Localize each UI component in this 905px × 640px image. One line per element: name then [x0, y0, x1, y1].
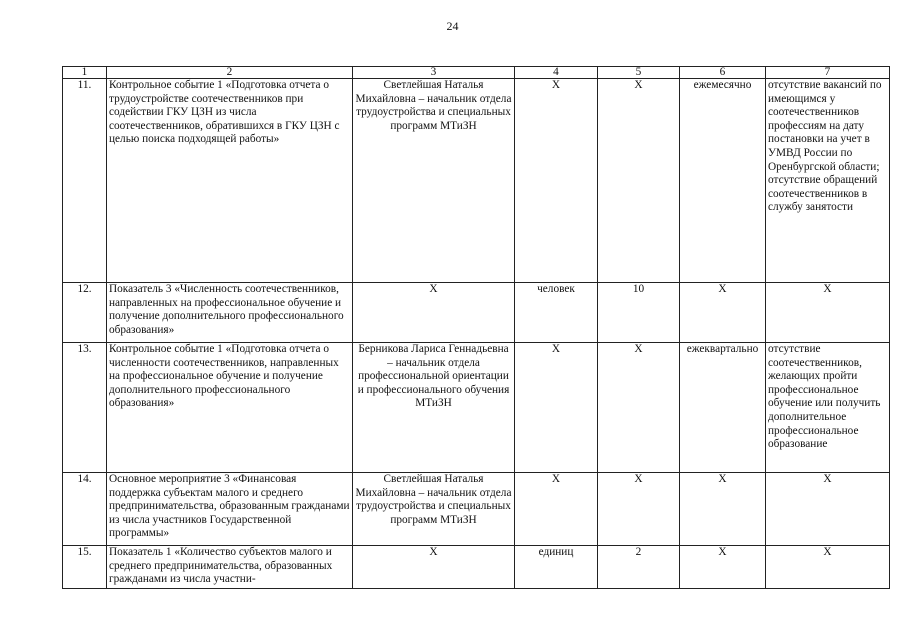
period-cell: Х — [680, 546, 766, 589]
risks-cell: отсутствие вакансий по имеющимся у соотечественников профессиям на дату постановки на учет в УМВД России по Оренбургской области; отсутствие обращений соотечественников в службу занятости — [766, 79, 890, 283]
risks-cell: Х — [766, 546, 890, 589]
risks-cell: отсутствие соотечественников, желающих пройти профессиональное обучение или получить дополнительное профессиональное образование — [766, 343, 890, 473]
risks-cell: Х — [766, 283, 890, 343]
period-cell: Х — [680, 283, 766, 343]
row-number: 15. — [63, 546, 107, 589]
activity-name: Показатель 1 «Количество субъектов малого и среднего предпринимательства, образованных гражданами из числа участни- — [107, 546, 353, 589]
responsible-person: Х — [353, 283, 515, 343]
unit-cell: Х — [515, 473, 598, 546]
column-header: 1 — [63, 67, 107, 79]
header-row — [63, 67, 890, 79]
period-cell: ежеквартально — [680, 343, 766, 473]
value-cell: 10 — [598, 283, 680, 343]
responsible-person: Светлейшая Наталья Михайловна – начальник отдела трудоустройства и специальных программ МТиЗН — [353, 79, 515, 283]
table-row — [63, 343, 890, 473]
table-row — [63, 79, 890, 283]
activity-name: Контрольное событие 1 «Подготовка отчета о трудоустройстве соотечественников при содействии ГКУ ЦЗН из числа соотечественников, обратившихся в ГКУ ЦЗН с целью поиска подходящей работы» — [107, 79, 353, 283]
table-row — [63, 546, 890, 589]
period-cell: Х — [680, 473, 766, 546]
risks-cell: Х — [766, 473, 890, 546]
column-header: 7 — [766, 67, 890, 79]
period-cell: ежемесячно — [680, 79, 766, 283]
unit-cell: Х — [515, 79, 598, 283]
row-number: 14. — [63, 473, 107, 546]
table-row — [63, 473, 890, 546]
responsible-person: Х — [353, 546, 515, 589]
column-header: 5 — [598, 67, 680, 79]
activity-name: Показатель 3 «Численность соотечественников, направленных на профессиональное обучение и получение дополнительного профессионального образования» — [107, 283, 353, 343]
column-header: 6 — [680, 67, 766, 79]
column-header: 4 — [515, 67, 598, 79]
unit-cell: человек — [515, 283, 598, 343]
value-cell: Х — [598, 473, 680, 546]
row-number: 11. — [63, 79, 107, 283]
activity-name: Контрольное событие 1 «Подготовка отчета о численности соотечественников, направленных на профессиональное обучение и получение дополнительного профессионального образования» — [107, 343, 353, 473]
page-number: 24 — [446, 19, 459, 33]
unit-cell: Х — [515, 343, 598, 473]
row-number: 12. — [63, 283, 107, 343]
row-number: 13. — [63, 343, 107, 473]
column-header: 2 — [107, 67, 353, 79]
table-row — [63, 283, 890, 343]
activity-name: Основное мероприятие 3 «Финансовая поддержка субъектам малого и среднего предпринимательства, образованным гражданами из числа участников Государственной программы» — [107, 473, 353, 546]
value-cell: Х — [598, 79, 680, 283]
responsible-person: Светлейшая Наталья Михайловна – начальник отдела трудоустройства и специальных программ МТиЗН — [353, 473, 515, 546]
value-cell: 2 — [598, 546, 680, 589]
program-table — [62, 66, 890, 589]
column-header: 3 — [353, 67, 515, 79]
value-cell: Х — [598, 343, 680, 473]
responsible-person: Берникова Лариса Геннадьевна – начальник отдела профессиональной ориентации и профессионального обучения МТиЗН — [353, 343, 515, 473]
unit-cell: единиц — [515, 546, 598, 589]
